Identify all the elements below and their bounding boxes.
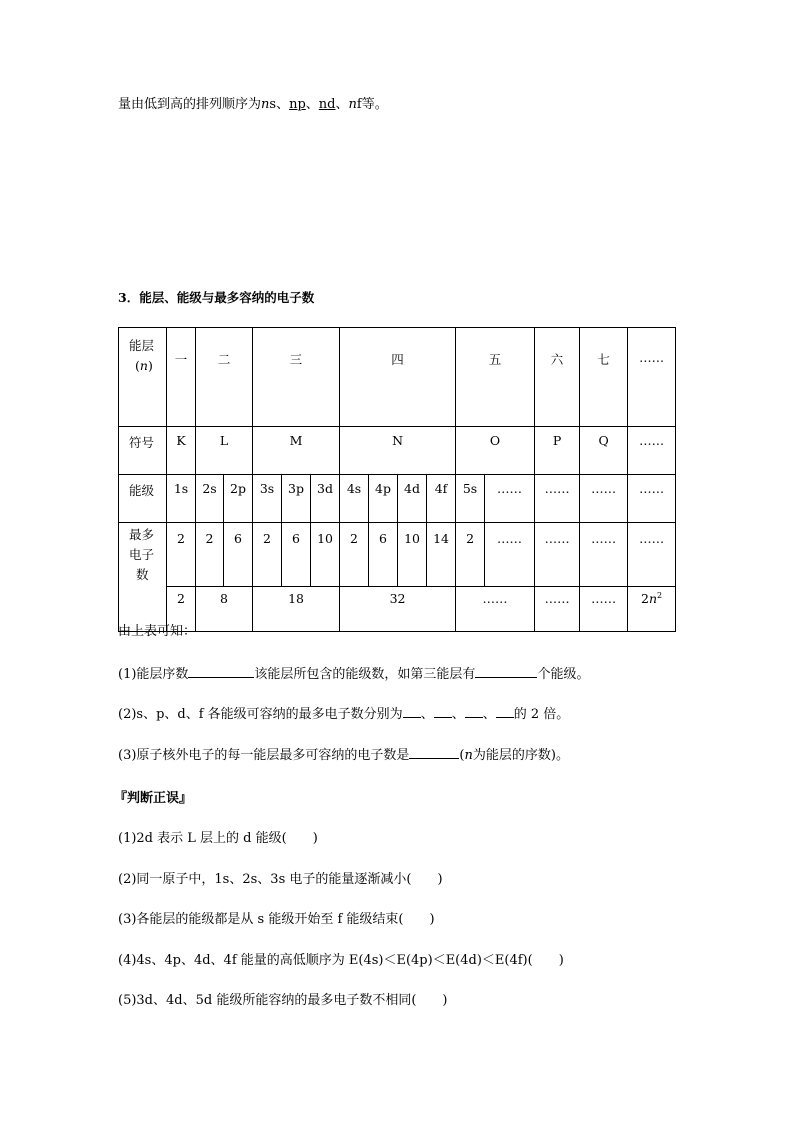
q1-text: 该能层所包含的能级数，如第三能层有 [254, 667, 476, 682]
answer-blank[interactable] [188, 664, 254, 678]
judge-item: (5)3d、4d、5d 能级所能容纳的最多电子数不相同( ) [118, 993, 448, 1008]
q2-text: (2)s、p、d、f 各能级可容纳的最多电子数分别为 [118, 707, 403, 722]
table-cell: 3p [282, 475, 311, 523]
label-text: 数 [136, 567, 149, 582]
table-cell: 六 [535, 328, 580, 427]
table-cell: 一 [167, 328, 196, 427]
table-cell: 3d [311, 475, 340, 523]
table-cell: 2 [167, 587, 196, 632]
intro-np: np [289, 97, 306, 112]
table-cell: 2p [224, 475, 253, 523]
intro-line [118, 96, 388, 114]
summary-lead: 由上表可知： [118, 624, 197, 639]
table-cell: …… [628, 475, 676, 523]
table-cell: …… [580, 523, 628, 587]
judge-item: (2)同一原子中，1s、2s、3s 电子的能量逐渐减小( ) [118, 872, 443, 887]
table-row-sublevels [119, 475, 676, 523]
label-text: 电子 [129, 547, 155, 562]
label-text: 能层 [129, 338, 155, 353]
q3-text: ( [459, 748, 465, 763]
table-cell: M [253, 427, 340, 475]
intro-ns-s: s [269, 97, 277, 112]
table-cell-formula: $2n^2$ [628, 587, 676, 632]
table-cell: 2s [196, 475, 224, 523]
table-cell: K [167, 427, 196, 475]
table-cell: 5s [456, 475, 485, 523]
table-cell: …… [535, 587, 580, 632]
table-cell: 4p [369, 475, 398, 523]
intro-suffix: 等。 [361, 97, 388, 112]
table-cell: 10 [398, 523, 427, 587]
table-cell: …… [535, 475, 580, 523]
q1-text: (1)能层序数 [118, 667, 189, 682]
answer-blank[interactable] [465, 704, 483, 718]
question-3 [118, 745, 569, 765]
section-title: 3．能层、能级与最多容纳的电子数 [118, 290, 315, 305]
table-cell: 32 [340, 587, 456, 632]
table-cell: …… [628, 523, 676, 587]
answer-blank[interactable] [403, 704, 421, 718]
q3-text: (3)原子核外电子的每一能层最多可容纳的电子数是 [118, 748, 410, 763]
judge-item: (3)各能层的能级都是从 s 能级开始至 f 能级结束( ) [118, 912, 435, 927]
table-cell: 4d [398, 475, 427, 523]
table-cell: 4s [340, 475, 369, 523]
table-row-level-max [119, 587, 676, 632]
table-cell: …… [580, 587, 628, 632]
intro-nd: nd [318, 97, 336, 112]
intro-nf-n: n [348, 97, 357, 112]
row-label-symbol: 符号 [119, 427, 167, 475]
table-cell: P [535, 427, 580, 475]
q3-text: 为能层的序数)。 [472, 748, 569, 763]
answer-blank[interactable] [434, 704, 452, 718]
intro-sep: 、 [276, 97, 290, 112]
judge-item: (4)4s、4p、4d、4f 能量的高低顺序为 E(4s)＜E(4p)＜E(4d)＜E(4f)( ) [118, 953, 564, 968]
table-cell: 2 [167, 523, 196, 587]
table-cell: 3s [253, 475, 282, 523]
table-cell: O [456, 427, 535, 475]
table-cell: 10 [311, 523, 340, 587]
table-cell: 2 [456, 523, 485, 587]
row-label-sublevel: 能级 [119, 475, 167, 523]
table-cell: 6 [224, 523, 253, 587]
table-cell: 2 [340, 523, 369, 587]
table-cell: 四 [340, 328, 456, 427]
row-label-level: 能层 (n) [119, 328, 167, 427]
table-cell: L [196, 427, 253, 475]
q2-sep: 、 [482, 707, 496, 722]
table-cell: Q [580, 427, 628, 475]
table-cell: 七 [580, 328, 628, 427]
judge-title-text: 判断正误 [127, 791, 180, 806]
table-cell: 4f [427, 475, 456, 523]
label-text: 最多 [129, 527, 155, 542]
table-cell: 1s [167, 475, 196, 523]
q2-text: 的 2 倍。 [513, 707, 570, 722]
table-cell: 二 [196, 328, 253, 427]
question-2 [118, 704, 569, 724]
table-cell: …… [628, 328, 676, 427]
question-1 [118, 664, 589, 684]
table-cell: 8 [196, 587, 253, 632]
table-cell: …… [485, 523, 535, 587]
q2-sep: 、 [420, 707, 434, 722]
table-cell: …… [535, 523, 580, 587]
row-label-max-electrons [119, 523, 167, 632]
table-row-levels [119, 328, 676, 427]
table-row-sub-max [119, 523, 676, 587]
table-cell: 6 [282, 523, 311, 587]
table-cell: 6 [369, 523, 398, 587]
energy-level-table [118, 327, 676, 632]
table-cell: 2 [253, 523, 282, 587]
q1-text: 个能级。 [537, 667, 590, 682]
intro-nf-f: f [356, 97, 362, 112]
table-cell: 三 [253, 328, 340, 427]
table-cell: …… [580, 475, 628, 523]
q2-sep: 、 [451, 707, 465, 722]
answer-blank[interactable] [409, 745, 459, 759]
table-cell: …… [485, 475, 535, 523]
table-cell: …… [628, 427, 676, 475]
bracket-open: 『 [114, 791, 128, 806]
intro-sep: 、 [335, 97, 349, 112]
intro-prefix: 量由低到高的排列顺序为 [118, 97, 262, 112]
formula-exponent: 2 [657, 591, 663, 600]
judge-item: (1)2d 表示 L 层上的 d 能级( ) [118, 831, 318, 846]
table-cell: 五 [456, 328, 535, 427]
table-cell: 18 [253, 587, 340, 632]
answer-blank[interactable] [475, 664, 537, 678]
table-cell: N [340, 427, 456, 475]
table-cell: 2 [196, 523, 224, 587]
intro-ns-n: n [261, 97, 270, 112]
table-row-symbols [119, 427, 676, 475]
table-cell: 14 [427, 523, 456, 587]
judge-title [114, 787, 192, 806]
table-cell: …… [456, 587, 535, 632]
intro-sep: 、 [305, 97, 319, 112]
bracket-close: 』 [179, 791, 193, 806]
q3-n: n [464, 748, 473, 763]
answer-blank[interactable] [496, 704, 514, 718]
